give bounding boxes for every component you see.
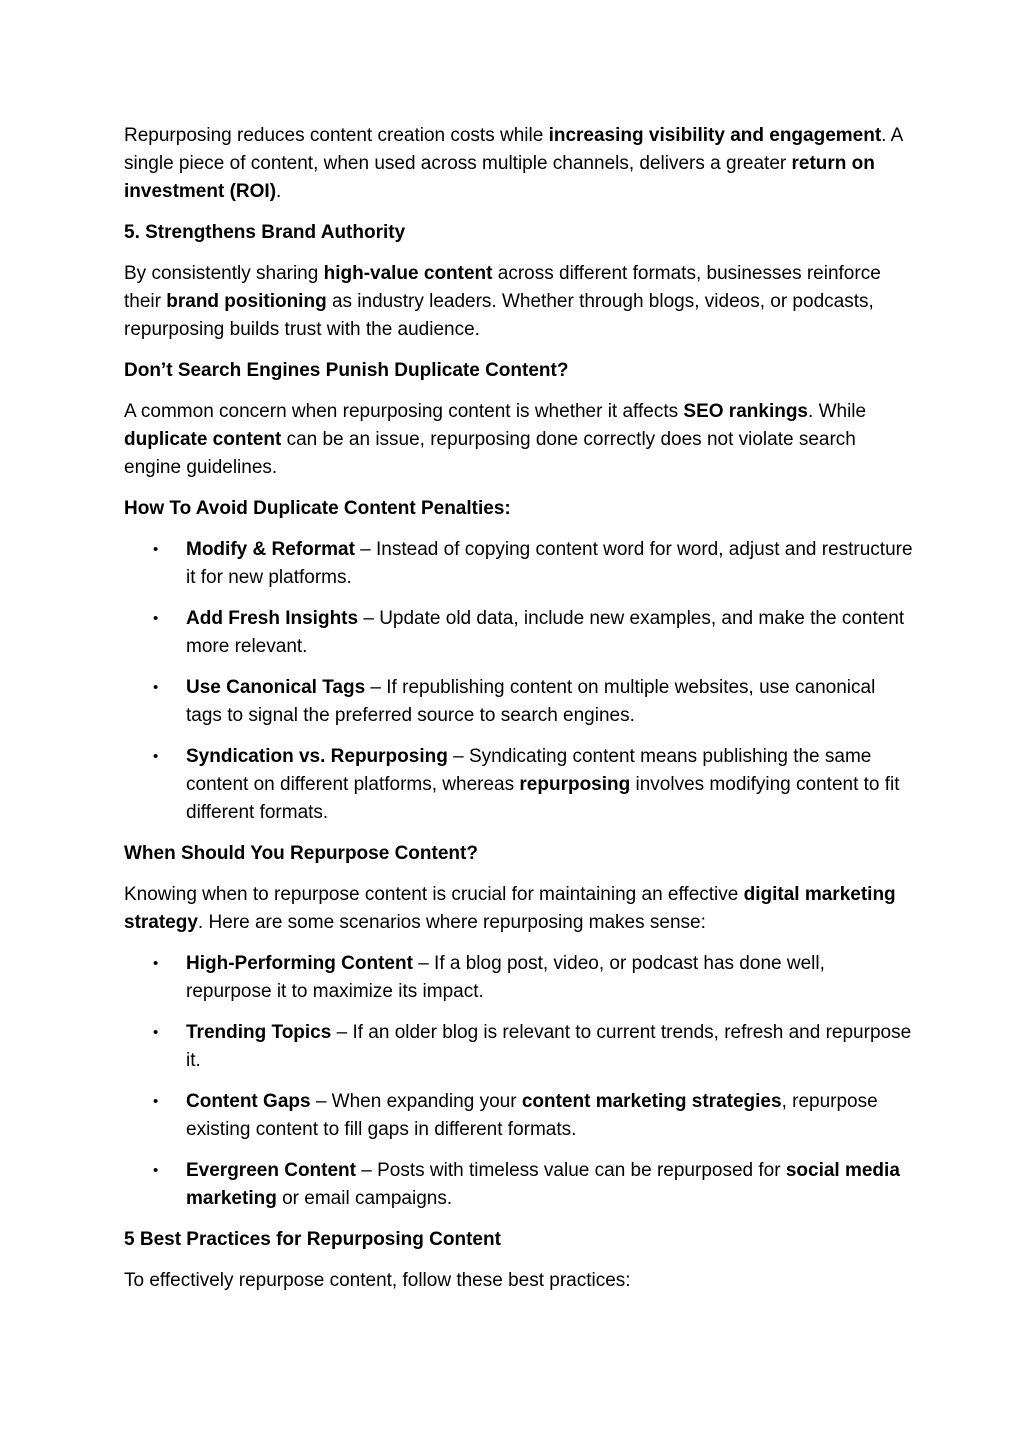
emphasis: brand positioning [166, 291, 327, 312]
item-title: Modify & Reformat [186, 539, 355, 560]
item-text: – If an older blog is relevant to current trends, refresh and repurpose it. [186, 1022, 912, 1071]
bullet-icon: • [153, 955, 159, 972]
heading-avoid-penalties: How To Avoid Duplicate Content Penalties: [124, 498, 511, 519]
list-scenarios [124, 950, 914, 1213]
bullet-icon: • [153, 541, 159, 558]
item-text: , repurpose existing content to fill gaps in different formats. [186, 1091, 878, 1140]
heading-when-repurpose: When Should You Repurpose Content? [124, 843, 478, 864]
bullet-icon: • [153, 748, 159, 765]
emphasis: increasing visibility and engagement [548, 125, 882, 146]
item-text: – When expanding your [310, 1091, 522, 1112]
heading-best-practices: 5 Best Practices for Repurposing Content [124, 1229, 501, 1250]
emphasis: high-value content [323, 263, 493, 284]
list-item [124, 1157, 914, 1213]
emphasis: return on investment (ROI) [124, 153, 875, 202]
bullet-icon: • [153, 679, 159, 696]
paragraph-when [124, 881, 914, 937]
item-title: Add Fresh Insights [186, 608, 359, 629]
emphasis: SEO rankings [683, 401, 809, 422]
paragraph-seo [124, 398, 914, 482]
bullet-icon: • [153, 1162, 159, 1179]
list-avoid-penalties [124, 536, 914, 827]
text: . [276, 181, 282, 202]
paragraph-brand [124, 260, 914, 344]
emphasis: social media marketing [186, 1160, 900, 1209]
bullet-icon: • [153, 610, 159, 627]
heading-brand-authority: 5. Strengthens Brand Authority [124, 222, 406, 243]
paragraph-best-practices: To effectively repurpose content, follow these best practices: [124, 1270, 631, 1291]
item-title: Use Canonical Tags [186, 677, 366, 698]
item-text: involves modifying content to fit different formats. [186, 774, 900, 823]
item-text: – Syndicating content means publishing the same content on different platforms, whereas [186, 746, 872, 795]
text: By consistently sharing [124, 263, 324, 284]
heading-duplicate-content: Don’t Search Engines Punish Duplicate Content? [124, 360, 569, 381]
document-body [124, 122, 914, 1308]
text: . A single piece of content, when used across multiple channels, delivers a greater [124, 125, 903, 174]
emphasis: content marketing strategies [521, 1091, 782, 1112]
text: . While [808, 401, 867, 422]
item-text: – Posts with timeless value can be repurposed for [355, 1160, 786, 1181]
list-item [124, 1019, 914, 1075]
item-text: – Update old data, include new examples, and make the content more relevant. [186, 608, 905, 657]
text: Repurposing reduces content creation costs while [124, 125, 549, 146]
emphasis: duplicate content [124, 429, 282, 450]
item-text: – If republishing content on multiple websites, use canonical tags to signal the preferred source to search engines. [186, 677, 876, 726]
emphasis: repurposing [519, 774, 631, 795]
list-item [124, 950, 914, 1006]
text: A common concern when repurposing content is whether it affects [124, 401, 684, 422]
text: as industry leaders. Whether through blogs, videos, or podcasts, repurposing builds trust with the audience. [124, 291, 874, 340]
item-text: – If a blog post, video, or podcast has done well, repurpose it to maximize its impact. [186, 953, 825, 1002]
item-title: Content Gaps [186, 1091, 311, 1112]
list-item [124, 605, 914, 661]
list-item [124, 674, 914, 730]
bullet-icon: • [153, 1093, 159, 1110]
item-title: Syndication vs. Repurposing [186, 746, 448, 767]
item-text: or email campaigns. [276, 1188, 453, 1209]
emphasis: digital marketing strategy [124, 884, 896, 933]
text: across different formats, businesses reinforce their [124, 263, 881, 312]
text: can be an issue, repurposing done correctly does not violate search engine guidelines. [124, 429, 856, 478]
paragraph-roi [124, 122, 914, 206]
text: . Here are some scenarios where repurposing makes sense: [197, 912, 706, 933]
list-item [124, 743, 914, 827]
text: Knowing when to repurpose content is crucial for maintaining an effective [124, 884, 744, 905]
item-title: Trending Topics [186, 1022, 332, 1043]
item-title: High-Performing Content [186, 953, 413, 974]
list-item [124, 1088, 914, 1144]
list-item [124, 536, 914, 592]
bullet-icon: • [153, 1024, 159, 1041]
item-title: Evergreen Content [186, 1160, 356, 1181]
item-text: – Instead of copying content word for word, adjust and restructure it for new platforms. [186, 539, 913, 588]
